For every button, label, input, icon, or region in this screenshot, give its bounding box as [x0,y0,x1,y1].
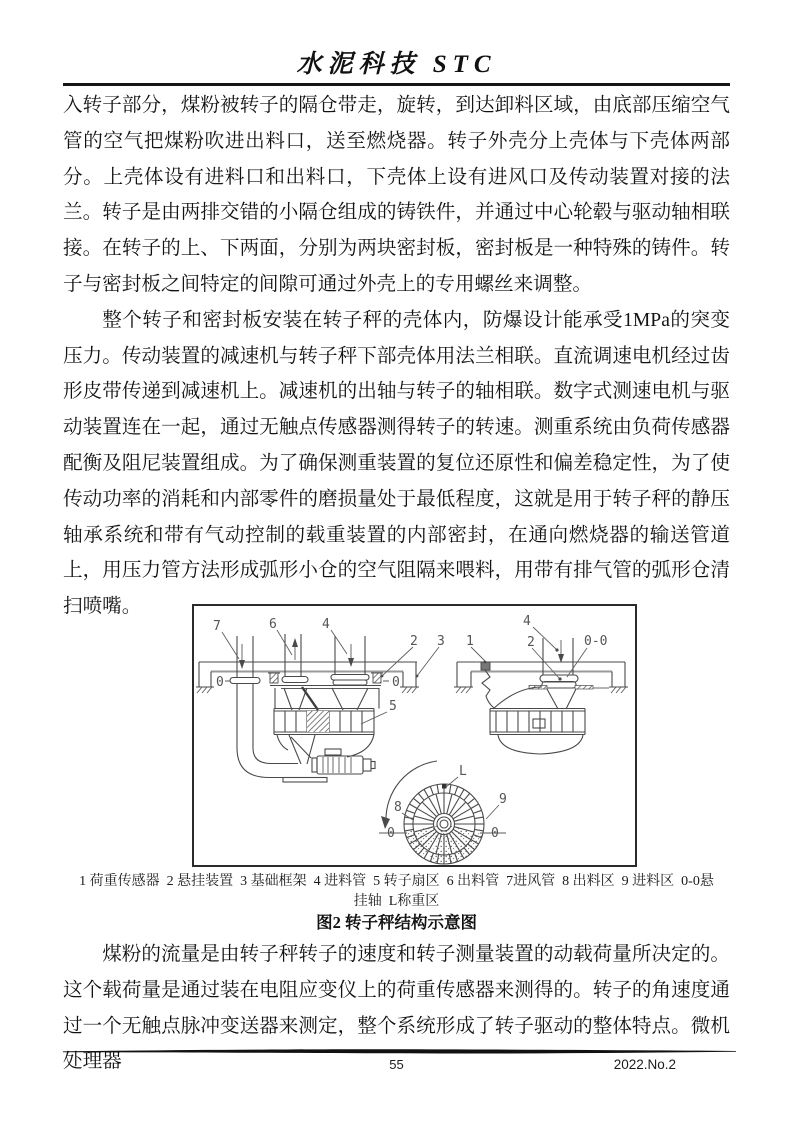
figure-caption-line2: 挂轴 L称重区 [353,894,440,909]
callout-0-axis-right: 0 [491,826,499,841]
figure-caption-line1: 1 荷重传感器 2 悬挂装置 3 基础框架 4 进料管 5 转子扇区 6 出料管 7进风管 8 出料区 9 进料区 0-0悬 [79,874,714,889]
figure-title: 图2 转子秤结构示意图 [316,913,477,932]
page-number: 55 [389,1057,404,1072]
callout-L-weighing-zone: L [459,764,467,779]
callout-7-inlet-air-pipe: 7 [213,619,221,634]
page-header-journal-title: 水泥科技 STC [296,51,497,78]
callout-3-base-frame: 3 [437,634,445,649]
paragraph: 入转子部分，煤粉被转子的隔仓带走，旋转，到达卸料区域，由底部压缩空气管的空气把煤粉吹进出料口，送至燃烧器。转子外壳分上壳体与下壳体两部分。上壳体设有进料口和出料口，下壳体上设有进风口及传动装置对接的法兰。转子是由两排交错的小隔仓组成的铸铁件，并通过中心轮毂与驱动轴相联接。在转子的上、下两面，分别为两块密封板，密封板是一种特殊的铸件。转子与密封板之间特定的间隙可通过外壳上的专用螺丝来调整。 [63,95,730,295]
callout-0-axis-left: 0 [387,826,395,841]
callout-8-discharge-zone: 8 [394,800,402,815]
callout-4-feed-pipe: 4 [322,617,330,632]
callout-2-suspension: 2 [527,635,535,650]
article-body [63,88,730,625]
callout-0-axis-right: 0 [392,675,400,690]
header-divider [63,83,730,86]
footer-divider [62,1048,738,1055]
callout-6-discharge-pipe: 6 [269,617,277,632]
issue-number: 2022.No.2 [613,1057,676,1072]
paragraph: 煤粉的流量是由转子秤转子的速度和转子测量装置的动载荷量所决定的。这个载荷量是通过装在电阻应变仪上的荷重传感器来测得的。转子的角速度通过一个无触点脉冲变送器来测定，整个系统形成了转子驱动的整体特点。微机处理器 [63,944,730,1073]
figure2-rotor-scale-diagram [185,600,645,872]
weighing-zone-marker [442,784,447,789]
callout-0-0-suspension-axis: 0-0 [584,634,608,649]
callout-9-feed-zone: 9 [499,792,507,807]
callout-0-axis-left: 0 [216,675,224,690]
callout-2-suspension: 2 [410,634,418,649]
callout-5-rotor-sector: 5 [389,699,397,714]
callout-1-load-cell: 1 [466,634,474,649]
paragraph: 整个转子和密封板安装在转子秤的壳体内，防爆设计能承受1MPa的突变压力。传动装置的减速机与转子秤下部壳体用法兰相联。直流调速电机经过齿形皮带传递到减速机上。减速机的出轴与转子的轴相联。数字式测速电机与驱动装置连在一起，通过无触点传感器测得转子的转速。测重系统由负荷传感器配衡及阻尼装置组成。为了确保测重装置的复位还原性和偏差稳定性，为了使传动功率的消耗和内部零件的磨损量处于最低程度，这就是用于转子秤的静压轴承系统和带有气动控制的载重装置的内部密封，在通向燃烧器的输送管道上，用压力管方法形成弧形小仓的空气阻隔来喂料，用带有排气管的弧形仓清扫喷嘴。 [63,309,730,618]
callout-4-feed-pipe: 4 [523,614,531,629]
